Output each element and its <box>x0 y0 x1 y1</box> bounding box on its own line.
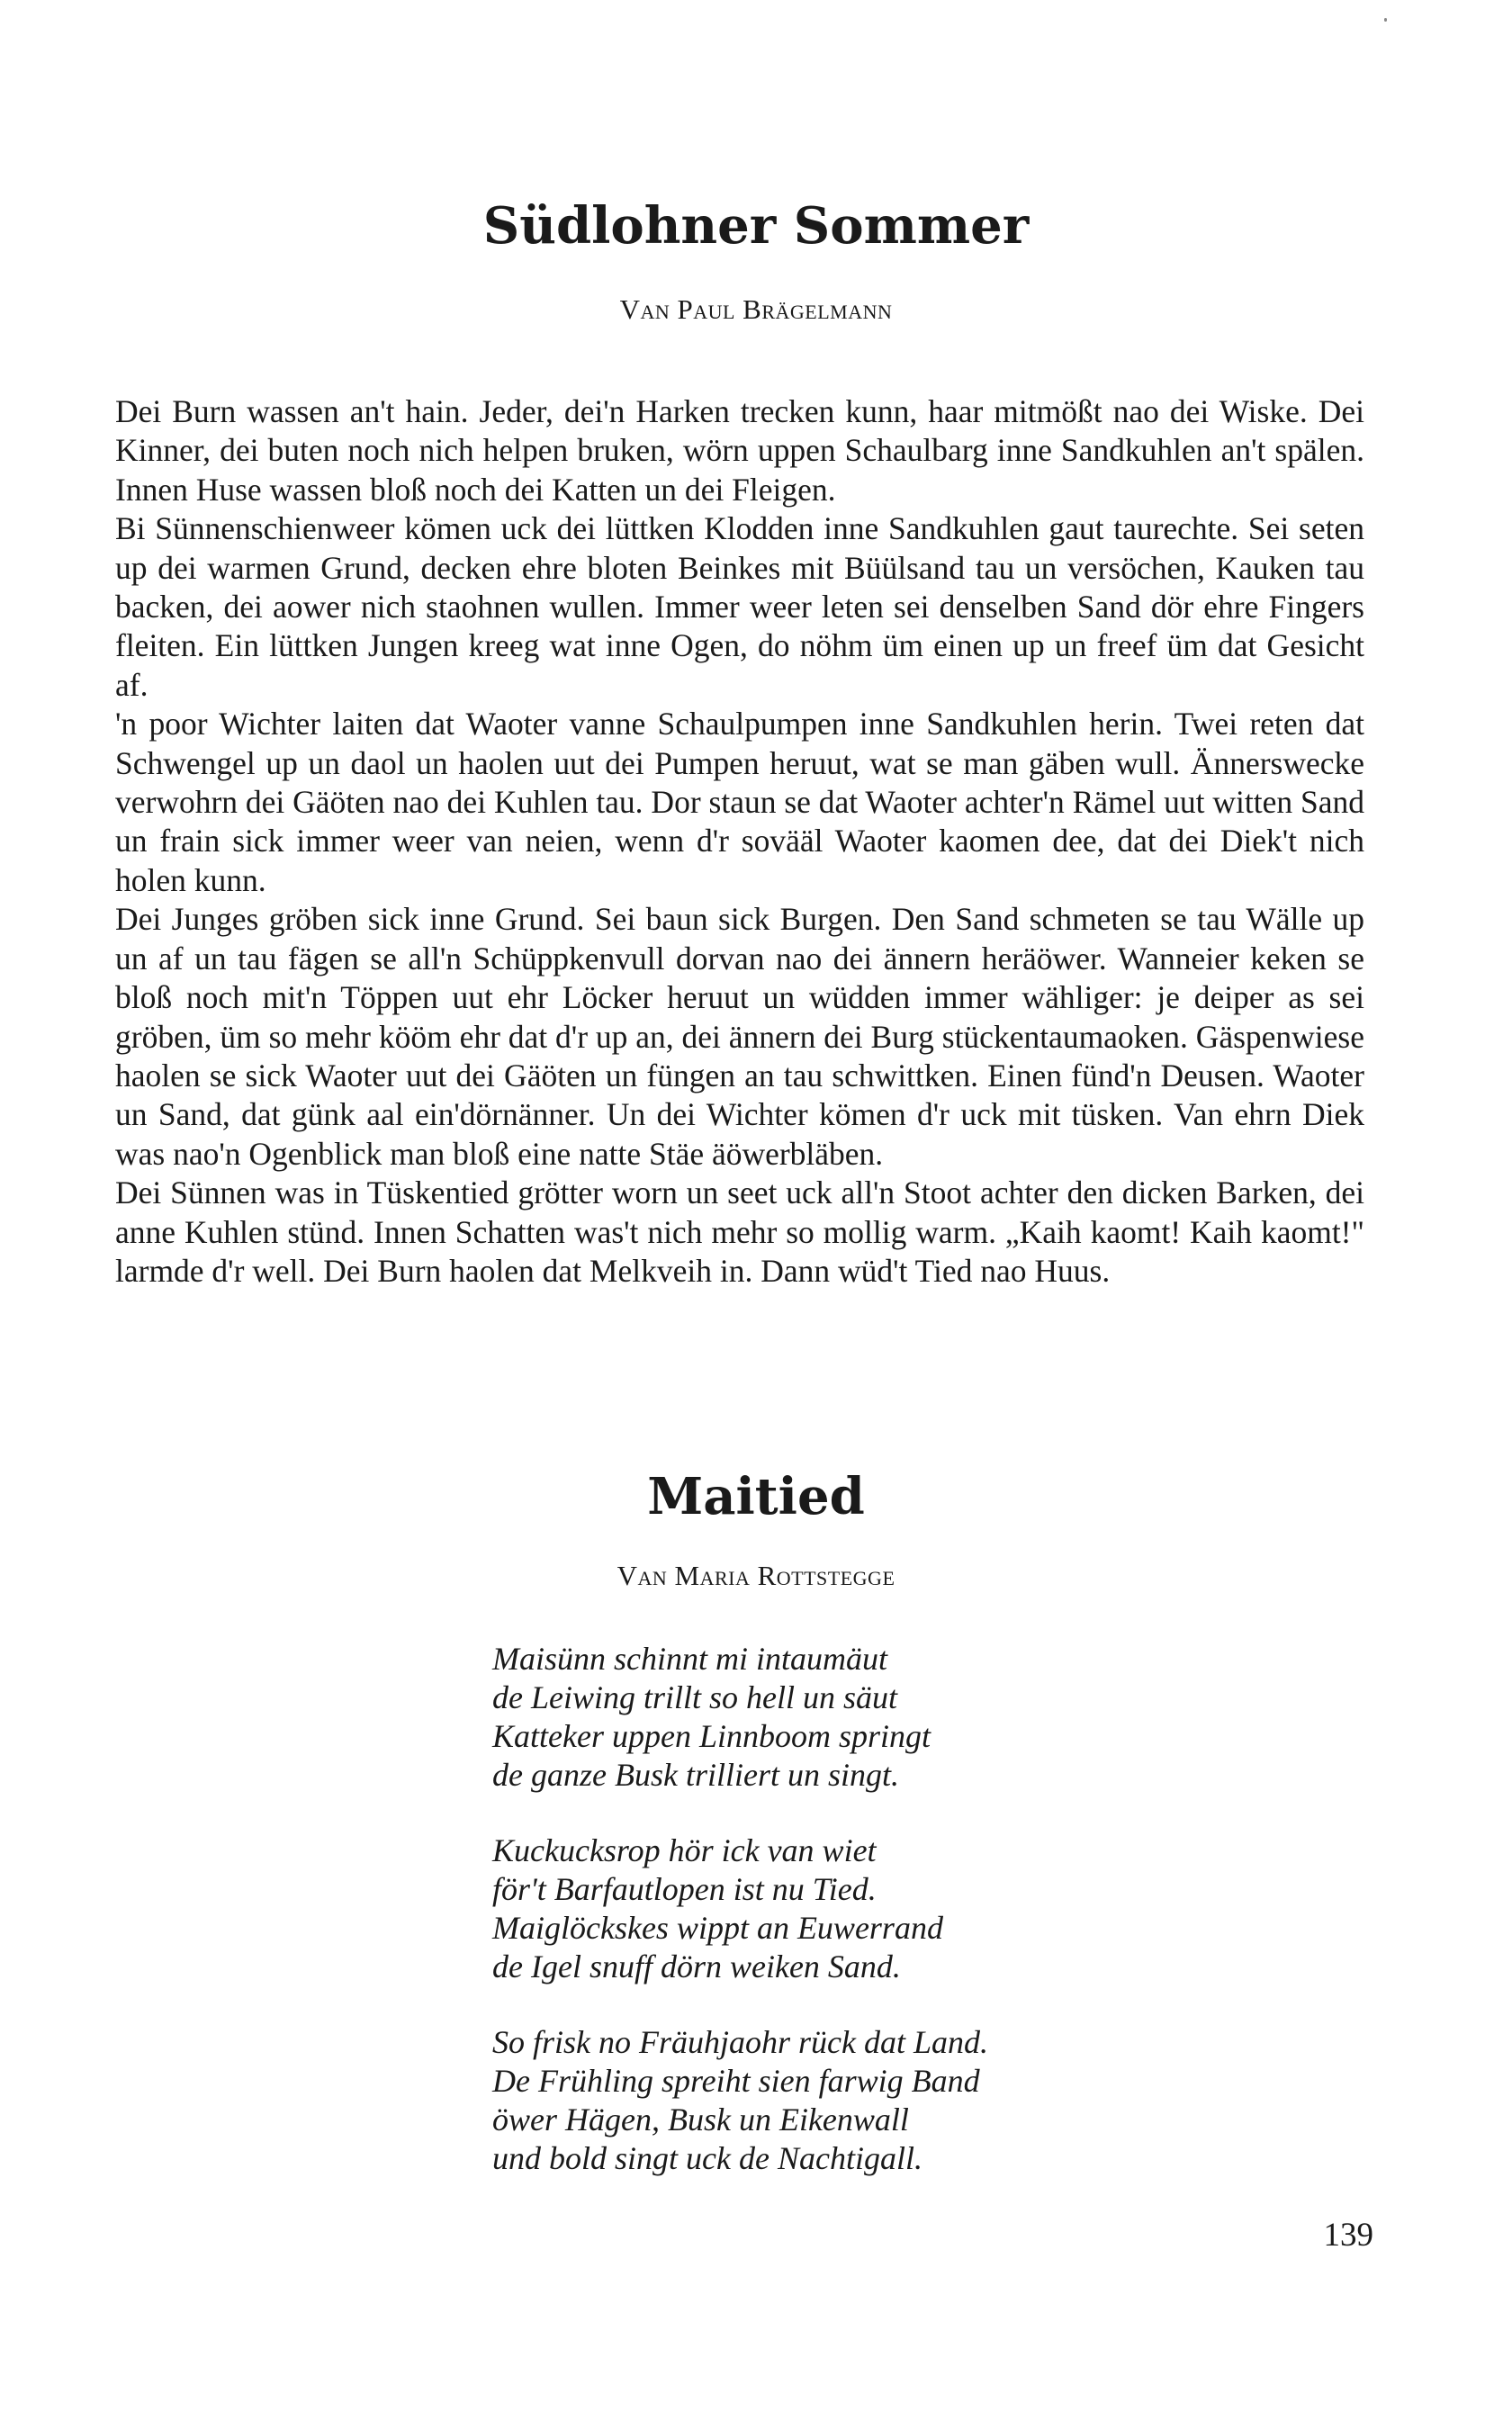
poem-line: de Igel snuff dörn weiken Sand. <box>492 1948 901 1984</box>
poem-line: Maiglöckskes wippt an Euwerrand <box>492 1910 943 1946</box>
paragraph: Bi Sünnenschienweer kömen uck dei lüttken Klodden inne Sandkuhlen gaut taurechte. Sei seten up dei warmen Grund, decken ehre bloten Beinkes mit Büülsand tau un versöchen, Kauken tau backen, dei aower nich staohnen wullen. Immer weer leten sei denselben Sand dör ehre Fingers fleiten. Ein lüttken Jungen kreeg wat inne Ogen, do nöhm üm einen up un freef üm dat Gesicht af. <box>115 510 1364 703</box>
poem-line: So frisk no Fräuhjaohr rück dat Land. <box>492 2024 989 2060</box>
scan-speck <box>1384 18 1387 22</box>
poem <box>492 1640 1140 2215</box>
poem-line: öwer Hägen, Busk un Eikenwall <box>492 2102 909 2138</box>
poet-name: Van Maria Rottstegge <box>616 1560 896 1591</box>
poem-title: Maitied <box>647 1467 865 1526</box>
author-name: Van Paul Brägelmann <box>619 293 893 325</box>
poem-line: und bold singt uck de Nachtigall. <box>492 2140 922 2176</box>
paragraph: Dei Junges gröben sick inne Grund. Sei baun sick Burgen. Den Sand schmeten se tau Wälle up un af un tau fägen se all'n Schüppkenvull dorvan nao dei ännern heräöwer. Wanneier keken se bloß noch mit'n Töppen uut ehr Löcker heruut un wüdden immer wähliger: je deiper as sei gröben, üm so mehr kööm ehr dat d'r up an, dei ännern dei Burg stückentaumaoken. Gäspenwiese haolen se sick Waoter uut dei Gäöten un füngen an tau schwittken. Einen fünd'n Deusen. Waoter un Sand, dat günk aal ein'dörnänner. Un dei Wichter kömen d'r uck mit tüsken. Van ehrn Diek was nao'n Ogenblick man bloß eine natte Stäe äöwerbläben. <box>115 901 1364 1172</box>
poem-line: för't Barfautlopen ist nu Tied. <box>492 1871 877 1907</box>
page-number: 139 <box>1323 2217 1373 2254</box>
stanza <box>492 1640 1140 1795</box>
paragraph: Dei Sünnen was in Tüskentied grötter worn un seet uck all'n Stoot achter den dicken Barken, dei anne Kuhlen stünd. Innen Schatten was't nich mehr so mollig warm. „Kaih kaomt! Kaih kaomt!" larmde d'r well. Dei Burn haolen dat Melkveih in. Dann wüd't Tied nao Huus. <box>115 1174 1364 1289</box>
stanza <box>492 2023 1140 2178</box>
poem-line: de Leiwing trillt so hell un säut <box>492 1679 898 1715</box>
paragraph: 'n poor Wichter laiten dat Waoter vanne Schaulpumpen inne Sandkuhlen herin. Twei reten dat Schwengel up un daol un haolen uut dei Pumpen heruut, wat se man gäben wull. Ännerswecke verwohrn dei Gäöten nao dei Kuhlen tau. Dor staun se dat Waoter achter'n Rämel uut witten Sand un frain sick immer weer van neien, wenn d'r sovääl Waoter kaomen dee, dat dei Diek't nich holen kunn. <box>115 706 1364 898</box>
poem-line: de ganze Busk trilliert un singt. <box>492 1757 899 1793</box>
stanza <box>492 1832 1140 1986</box>
poem-line: De Frühling spreiht sien farwig Band <box>492 2063 980 2099</box>
paragraph: Dei Burn wassen an't hain. Jeder, dei'n Harken trecken kunn, haar mitmößt nao dei Wiske. Dei Kinner, dei buten noch nich helpen bruken, wörn uppen Schaulbarg inne Sandkuhlen an't spälen. Innen Huse wassen bloß noch dei Katten un dei Fleigen. <box>115 393 1364 508</box>
article-title: Südlohner Sommer <box>482 196 1030 256</box>
poem-line: Katteker uppen Linnboom springt <box>492 1718 931 1754</box>
poem-line: Kuckucksrop hör ick van wiet <box>492 1832 877 1868</box>
poem-byline <box>0 1560 1512 1592</box>
poem-line: Maisünn schinnt mi intaumäut <box>492 1641 887 1677</box>
article-body <box>115 392 1364 1291</box>
article-byline <box>0 293 1512 326</box>
